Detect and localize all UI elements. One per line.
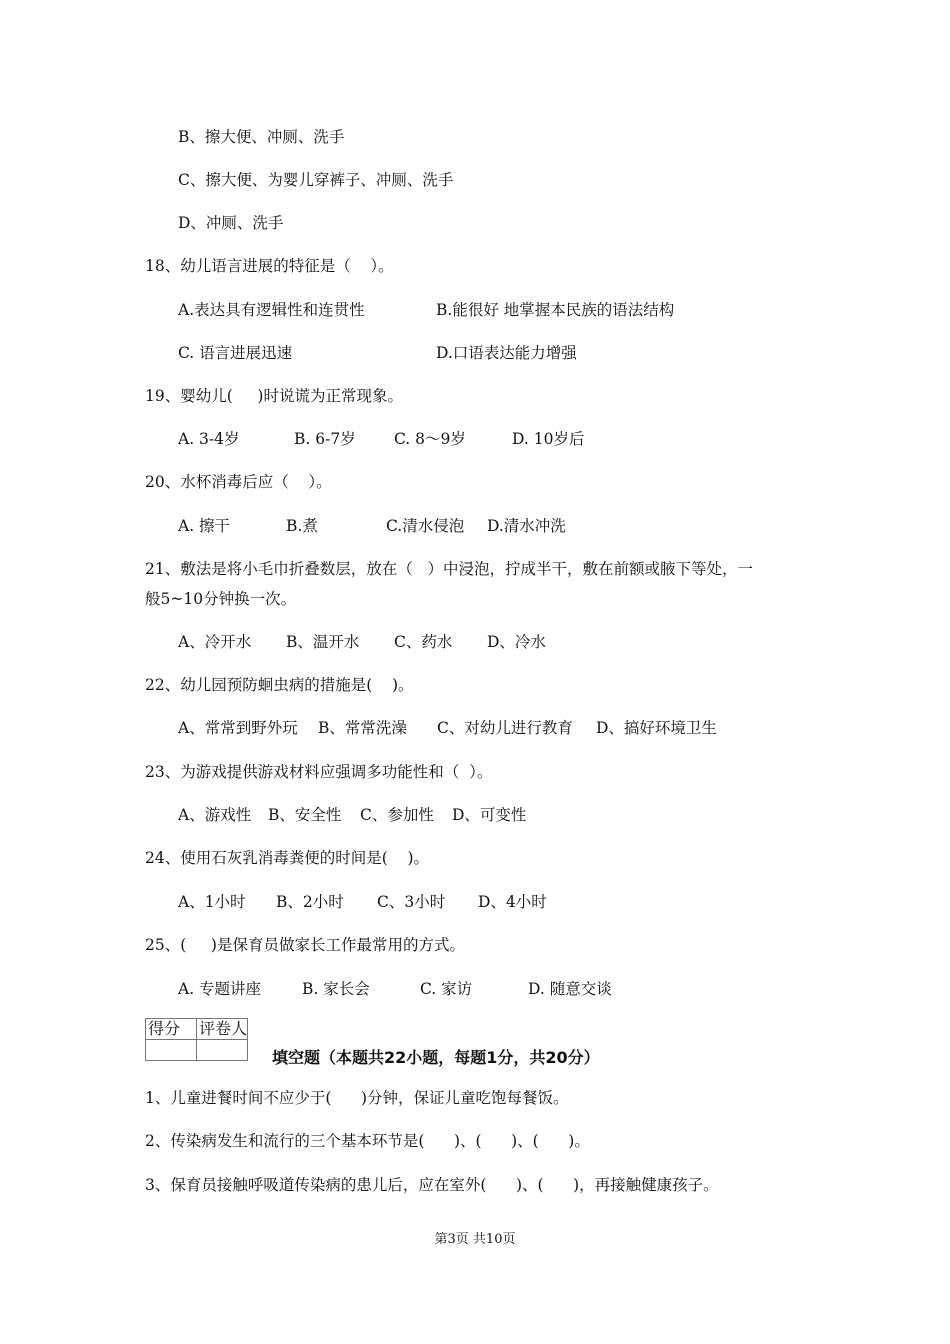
q17-option-d: D、冲厕、洗手	[178, 214, 284, 232]
q25-stem: 25、( )是保育员做家长工作最常用的方式。	[145, 936, 465, 954]
q22-option-c: C、对幼儿进行教育	[437, 719, 573, 737]
q22-option-d: D、搞好环境卫生	[596, 719, 717, 737]
q22-option-a: A、常常到野外玩	[178, 719, 298, 737]
q21-option-b: B、温开水	[286, 633, 360, 651]
q25-option-d: D. 随意交谈	[528, 980, 612, 998]
fill-q3: 3、保育员接触呼吸道传染病的患儿后，应在室外( )、( )，再接触健康孩子。	[145, 1176, 719, 1194]
fill-q2: 2、传染病发生和流行的三个基本环节是( )、( )、( )。	[145, 1132, 590, 1150]
q20-option-d: D.清水冲洗	[487, 517, 566, 535]
q18-option-b: B.能很好 地掌握本民族的语法结构	[436, 301, 675, 319]
page-footer: 第3页 共10页	[434, 1232, 516, 1247]
q19-option-a: A. 3-4岁	[178, 430, 240, 448]
q24-option-b: B、2小时	[276, 893, 344, 911]
q25-option-a: A. 专题讲座	[178, 980, 262, 998]
q23-stem: 23、为游戏提供游戏材料应强调多功能性和（ ）。	[145, 763, 493, 781]
q21-stem-line2: 般5~10分钟换一次。	[145, 590, 297, 608]
q20-option-a: A. 擦干	[178, 517, 231, 535]
q21-stem-line1: 21、敷法是将小毛巾折叠数层，放在（ ）中浸泡，拧成半干，敷在前额或腋下等处，一	[145, 560, 754, 578]
q21-option-a: A、冷开水	[178, 633, 252, 651]
q24-stem: 24、使用石灰乳消毒粪便的时间是( )。	[145, 849, 430, 867]
q19-option-b: B. 6-7岁	[294, 430, 356, 448]
section-title: 填空题（本题共22小题，每题1分，共20分）	[272, 1048, 600, 1067]
q24-option-a: A、1小时	[178, 893, 246, 911]
q19-stem: 19、婴幼儿( )时说谎为正常现象。	[145, 387, 403, 405]
q18-option-a: A.表达具有逻辑性和连贯性	[178, 301, 365, 319]
score-header: 得分	[146, 1019, 197, 1040]
q23-option-d: D、可变性	[452, 806, 527, 824]
q18-option-d: D.口语表达能力增强	[436, 344, 577, 362]
q20-option-b: B.煮	[286, 517, 318, 535]
q22-stem: 22、幼儿园预防蛔虫病的措施是( )。	[145, 676, 414, 694]
grader-header: 评卷人	[197, 1019, 248, 1040]
q18-option-c: C. 语言进展迅速	[178, 344, 293, 362]
q19-option-c: C. 8～9岁	[394, 430, 466, 448]
q20-option-c: C.清水侵泡	[386, 517, 465, 535]
q23-option-a: A、游戏性	[178, 806, 252, 824]
fill-q1: 1、儿童进餐时间不应少于( )分钟，保证儿童吃饱每餐饭。	[145, 1089, 569, 1107]
q18-stem: 18、幼儿语言进展的特征是（ ）。	[145, 257, 394, 275]
q22-option-b: B、常常洗澡	[318, 719, 407, 737]
q20-stem: 20、水杯消毒后应（ ）。	[145, 473, 332, 491]
q21-option-c: C、药水	[394, 633, 453, 651]
score-table	[145, 1018, 248, 1061]
q25-option-b: B. 家长会	[302, 980, 370, 998]
q17-option-b: B、擦大便、冲厕、洗手	[178, 128, 345, 146]
grader-cell[interactable]	[197, 1040, 248, 1061]
score-cell[interactable]	[146, 1040, 197, 1061]
q25-option-c: C. 家访	[420, 980, 473, 998]
q24-option-d: D、4小时	[478, 893, 547, 911]
q17-option-c: C、擦大便、为婴儿穿裤子、冲厕、洗手	[178, 171, 454, 189]
q23-option-b: B、安全性	[268, 806, 342, 824]
q19-option-d: D. 10岁后	[512, 430, 585, 448]
q21-option-d: D、冷水	[487, 633, 546, 651]
q23-option-c: C、参加性	[360, 806, 434, 824]
q24-option-c: C、3小时	[377, 893, 446, 911]
